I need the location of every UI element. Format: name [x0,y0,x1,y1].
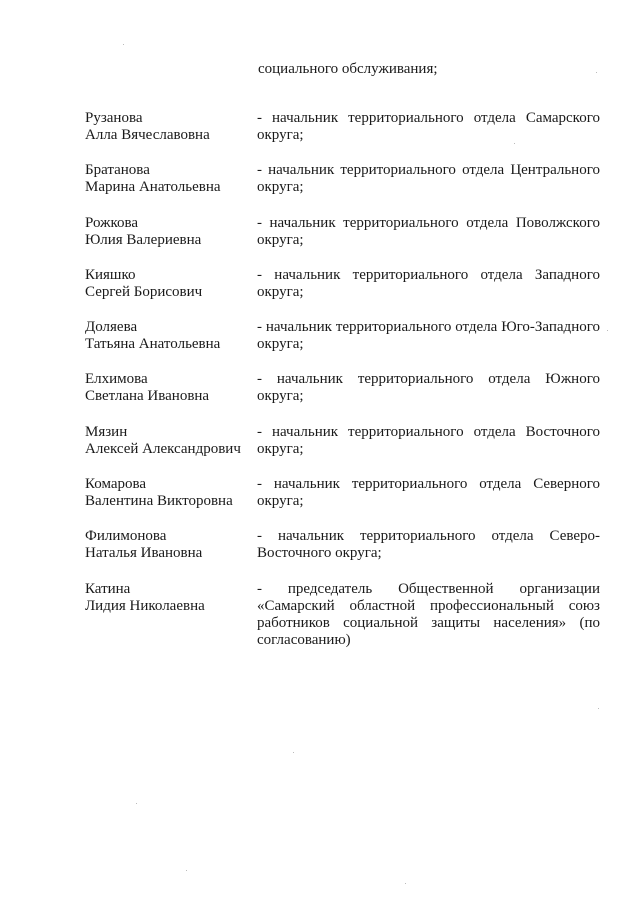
scan-speck [136,803,137,804]
scan-speck [123,44,124,45]
person-role: - председатель Общественной организации «Самарский областной профессиональный союз работников социальной защиты населения» (по согласованию) [257,580,600,648]
person-row [0,424,640,476]
person-role: - начальник территориального отдела Поволжского округа; [257,214,600,248]
person-row [0,215,640,267]
person-name [85,424,255,458]
scan-speck [607,330,608,331]
person-given-names: Юлия Валериевна [85,231,202,248]
person-row [0,476,640,528]
person-row [0,528,640,580]
person-name [85,319,255,353]
person-name [85,371,255,405]
person-surname: Рузанова [85,110,143,126]
person-name [85,267,255,301]
person-row [0,319,640,371]
person-given-names: Алексей Александрович [85,440,241,457]
person-surname: Кияшко [85,266,136,283]
person-given-names: Светлана Ивановна [85,388,210,405]
scan-speck [405,883,406,884]
person-name [85,581,255,615]
person-role: - начальник территориального отдела Южного округа; [257,371,600,405]
person-given-names: Алла Вячеславовна [85,127,210,143]
person-name [85,215,255,249]
person-given-names: Марина Анатольевна [85,179,221,196]
person-given-names: Валентина Викторовна [85,493,233,510]
person-role: - начальник территориального отдела Центрального округа; [257,162,600,196]
person-role: - начальник территориального отдела Юго-Западного округа; [257,319,600,353]
person-role: - начальник территориального отдела Восточного округа; [257,423,600,457]
person-surname: Доляева [85,319,138,336]
person-surname: Рожкова [85,214,139,231]
person-role: - начальник территориального отдела Северного округа; [257,476,600,510]
person-surname: Елхимова [85,371,148,388]
person-name [85,528,255,562]
scan-speck [598,708,599,709]
person-name [85,162,255,196]
person-row [0,162,640,214]
person-name [85,476,255,510]
scan-speck [186,870,187,871]
person-surname: Мязин [85,423,128,440]
person-surname: Филимонова [85,528,167,545]
intro-line: социального обслуживания; [258,61,438,77]
person-row [0,581,640,661]
person-given-names: Наталья Ивановна [85,545,203,562]
person-row [0,371,640,423]
person-role: - начальник территориального отдела Самарского округа; [257,110,600,143]
person-given-names: Лидия Николаевна [85,597,205,614]
person-row [0,267,640,319]
person-row [0,110,640,162]
scan-speck [293,752,294,753]
person-surname: Братанова [85,162,150,179]
scan-speck [514,143,515,144]
person-role: - начальник территориального отдела Северо-Восточного округа; [257,528,600,562]
scan-speck [596,72,597,73]
person-name [85,110,255,144]
person-surname: Комарова [85,476,147,493]
person-given-names: Сергей Борисович [85,283,203,300]
person-given-names: Татьяна Анатольевна [85,336,221,353]
person-list [0,110,640,661]
person-role: - начальник территориального отдела Западного округа; [257,266,600,300]
person-surname: Катина [85,580,131,597]
